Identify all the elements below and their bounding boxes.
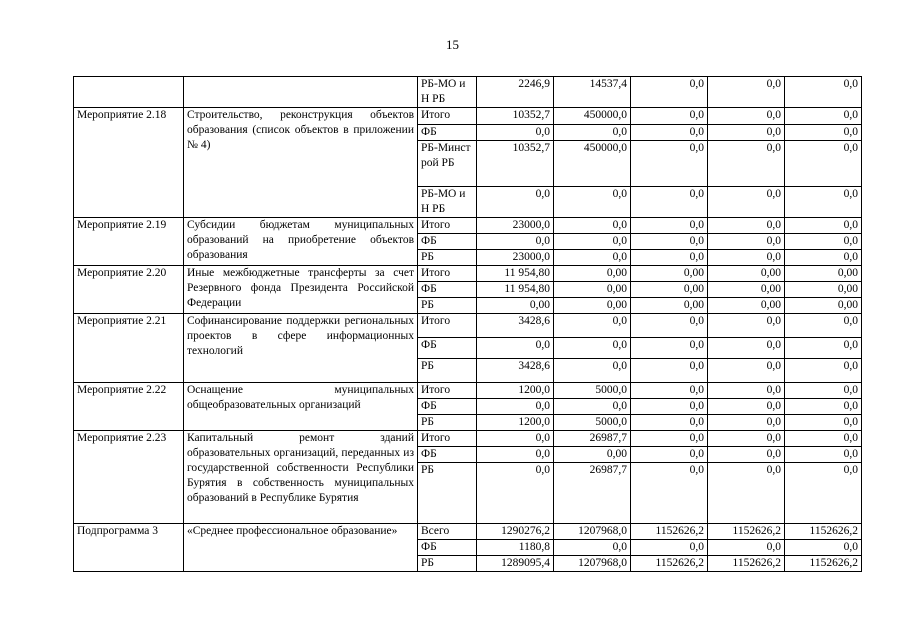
amount-cell: 1207968,0 <box>554 556 631 572</box>
amount-cell: 0,0 <box>631 77 708 108</box>
amount-cell: 0,00 <box>785 282 862 298</box>
amount-cell: 0,0 <box>631 415 708 431</box>
amount-cell: 1200,0 <box>477 415 554 431</box>
amount-cell: 0,0 <box>631 431 708 447</box>
amount-cell: 0,0 <box>477 234 554 250</box>
amount-cell: 0,0 <box>708 359 785 383</box>
amount-cell: 0,0 <box>631 141 708 187</box>
amount-cell: 0,0 <box>785 415 862 431</box>
amount-cell: 1152626,2 <box>631 556 708 572</box>
amount-cell: 3428,6 <box>477 314 554 338</box>
funding-source-cell: РБ <box>418 298 477 314</box>
amount-cell: 26987,7 <box>554 463 631 524</box>
funding-source-cell: РБ <box>418 463 477 524</box>
funding-source-cell: Итого <box>418 383 477 399</box>
amount-cell: 1152626,2 <box>785 524 862 540</box>
amount-cell: 0,0 <box>708 399 785 415</box>
funding-source-cell: Итого <box>418 314 477 338</box>
amount-cell: 0,00 <box>554 447 631 463</box>
amount-cell: 0,0 <box>708 415 785 431</box>
amount-cell: 450000,0 <box>554 141 631 187</box>
amount-cell: 0,00 <box>785 266 862 282</box>
amount-cell: 0,0 <box>477 447 554 463</box>
amount-cell: 1152626,2 <box>708 556 785 572</box>
amount-cell: 0,0 <box>554 399 631 415</box>
amount-cell: 0,0 <box>785 141 862 187</box>
table-row <box>74 524 862 540</box>
amount-cell: 0,0 <box>785 447 862 463</box>
table-row <box>74 218 862 234</box>
amount-cell: 0,0 <box>785 314 862 338</box>
amount-cell: 0,00 <box>631 282 708 298</box>
table-row <box>74 383 862 399</box>
amount-cell: 2246,9 <box>477 77 554 108</box>
amount-cell: 0,0 <box>631 540 708 556</box>
measure-name-cell: Мероприятие 2.23 <box>74 431 184 524</box>
amount-cell: 0,0 <box>708 218 785 234</box>
measure-description-cell: Софинансирование поддержки региональных проектов в сфере информационных технологий <box>184 314 418 383</box>
amount-cell: 450000,0 <box>554 108 631 125</box>
amount-cell: 23000,0 <box>477 218 554 234</box>
amount-cell: 0,0 <box>708 338 785 359</box>
page-number: 15 <box>446 37 459 52</box>
amount-cell: 0,00 <box>554 298 631 314</box>
amount-cell: 10352,7 <box>477 141 554 187</box>
amount-cell: 3428,6 <box>477 359 554 383</box>
measure-description-cell: Иные межбюджетные трансферты за счет Резервного фонда Президента Российской Федерации <box>184 266 418 314</box>
amount-cell: 0,0 <box>785 359 862 383</box>
funding-source-cell: Всего <box>418 524 477 540</box>
table-row <box>74 431 862 447</box>
amount-cell: 0,0 <box>554 338 631 359</box>
amount-cell: 0,0 <box>631 125 708 141</box>
amount-cell: 0,0 <box>631 399 708 415</box>
amount-cell: 0,0 <box>554 250 631 266</box>
amount-cell: 0,0 <box>708 234 785 250</box>
funding-source-cell: ФБ <box>418 447 477 463</box>
amount-cell: 0,0 <box>631 338 708 359</box>
amount-cell: 0,0 <box>631 187 708 218</box>
amount-cell: 0,0 <box>477 187 554 218</box>
measure-description-cell: «Среднее профессиональное образование» <box>184 524 418 572</box>
amount-cell: 0,00 <box>708 282 785 298</box>
amount-cell: 0,0 <box>554 540 631 556</box>
amount-cell: 0,0 <box>708 431 785 447</box>
amount-cell: 0,0 <box>631 383 708 399</box>
amount-cell: 0,00 <box>785 298 862 314</box>
amount-cell: 0,0 <box>785 399 862 415</box>
amount-cell: 0,0 <box>631 108 708 125</box>
funding-source-cell: ФБ <box>418 540 477 556</box>
amount-cell: 0,00 <box>708 298 785 314</box>
amount-cell: 0,0 <box>554 125 631 141</box>
amount-cell: 0,0 <box>554 314 631 338</box>
amount-cell: 1200,0 <box>477 383 554 399</box>
amount-cell: 0,0 <box>785 108 862 125</box>
amount-cell: 0,0 <box>708 108 785 125</box>
amount-cell: 0,00 <box>554 282 631 298</box>
amount-cell: 0,0 <box>631 463 708 524</box>
amount-cell: 0,0 <box>708 187 785 218</box>
amount-cell: 0,0 <box>785 250 862 266</box>
amount-cell: 0,0 <box>631 359 708 383</box>
budget-table <box>73 76 862 572</box>
measure-description-cell: Строительство, реконструкция объектов образования (список объектов в приложении № 4) <box>184 108 418 218</box>
amount-cell: 14537,4 <box>554 77 631 108</box>
table-row <box>74 266 862 282</box>
table-row <box>74 108 862 125</box>
amount-cell: 1152626,2 <box>785 556 862 572</box>
amount-cell: 5000,0 <box>554 415 631 431</box>
amount-cell: 1290276,2 <box>477 524 554 540</box>
amount-cell: 5000,0 <box>554 383 631 399</box>
funding-source-cell: Итого <box>418 266 477 282</box>
amount-cell: 0,0 <box>785 463 862 524</box>
amount-cell: 1207968,0 <box>554 524 631 540</box>
measure-description-cell <box>184 77 418 108</box>
amount-cell: 0,0 <box>631 218 708 234</box>
amount-cell: 0,0 <box>631 314 708 338</box>
funding-source-cell: ФБ <box>418 399 477 415</box>
funding-source-cell: РБ-МО и Н РБ <box>418 77 477 108</box>
amount-cell: 0,0 <box>554 218 631 234</box>
amount-cell: 0,0 <box>708 463 785 524</box>
amount-cell: 0,0 <box>785 77 862 108</box>
funding-source-cell: РБ <box>418 250 477 266</box>
amount-cell: 0,0 <box>631 447 708 463</box>
amount-cell: 1180,8 <box>477 540 554 556</box>
funding-source-cell: ФБ <box>418 338 477 359</box>
amount-cell: 0,0 <box>477 125 554 141</box>
amount-cell: 0,00 <box>631 298 708 314</box>
amount-cell: 0,0 <box>554 187 631 218</box>
funding-source-cell: РБ-МО и Н РБ <box>418 187 477 218</box>
table-row <box>74 314 862 338</box>
amount-cell: 0,0 <box>554 359 631 383</box>
amount-cell: 0,0 <box>785 218 862 234</box>
amount-cell: 0,0 <box>708 447 785 463</box>
amount-cell: 0,00 <box>477 298 554 314</box>
measure-name-cell: Мероприятие 2.20 <box>74 266 184 314</box>
measure-name-cell: Мероприятие 2.21 <box>74 314 184 383</box>
measure-name-cell <box>74 77 184 108</box>
amount-cell: 0,0 <box>708 540 785 556</box>
amount-cell: 11 954,80 <box>477 266 554 282</box>
measure-name-cell: Мероприятие 2.18 <box>74 108 184 218</box>
amount-cell: 0,0 <box>785 338 862 359</box>
amount-cell: 23000,0 <box>477 250 554 266</box>
amount-cell: 0,0 <box>785 125 862 141</box>
amount-cell: 11 954,80 <box>477 282 554 298</box>
amount-cell: 0,0 <box>785 431 862 447</box>
amount-cell: 0,0 <box>708 250 785 266</box>
amount-cell: 0,0 <box>477 463 554 524</box>
measure-name-cell: Мероприятие 2.19 <box>74 218 184 266</box>
amount-cell: 0,0 <box>785 234 862 250</box>
measure-name-cell: Мероприятие 2.22 <box>74 383 184 431</box>
amount-cell: 0,0 <box>708 314 785 338</box>
measure-description-cell: Капитальный ремонт зданий образовательных организаций, переданных из государственной собственности Республики Бурятия в собственность муниципальных образований в Республике Бурятия <box>184 431 418 524</box>
amount-cell: 0,0 <box>708 125 785 141</box>
amount-cell: 1289095,4 <box>477 556 554 572</box>
funding-source-cell: Итого <box>418 431 477 447</box>
amount-cell: 10352,7 <box>477 108 554 125</box>
funding-source-cell: РБ <box>418 415 477 431</box>
funding-source-cell: РБ <box>418 556 477 572</box>
measure-name-cell: Подпрограмма 3 <box>74 524 184 572</box>
funding-source-cell: РБ-Минстрой РБ <box>418 141 477 187</box>
amount-cell: 0,0 <box>477 431 554 447</box>
amount-cell: 1152626,2 <box>708 524 785 540</box>
amount-cell: 0,0 <box>554 234 631 250</box>
funding-source-cell: Итого <box>418 218 477 234</box>
amount-cell: 0,0 <box>785 540 862 556</box>
amount-cell: 26987,7 <box>554 431 631 447</box>
funding-source-cell: ФБ <box>418 282 477 298</box>
amount-cell: 0,0 <box>477 338 554 359</box>
amount-cell: 0,0 <box>708 141 785 187</box>
table-row <box>74 77 862 108</box>
measure-description-cell: Субсидии бюджетам муниципальных образований на приобретение объектов образования <box>184 218 418 266</box>
amount-cell: 0,0 <box>708 77 785 108</box>
amount-cell: 0,0 <box>785 383 862 399</box>
amount-cell: 0,00 <box>554 266 631 282</box>
amount-cell: 0,0 <box>785 187 862 218</box>
amount-cell: 0,00 <box>708 266 785 282</box>
funding-source-cell: РБ <box>418 359 477 383</box>
amount-cell: 1152626,2 <box>631 524 708 540</box>
amount-cell: 0,0 <box>477 399 554 415</box>
amount-cell: 0,0 <box>631 234 708 250</box>
amount-cell: 0,0 <box>708 383 785 399</box>
funding-source-cell: ФБ <box>418 234 477 250</box>
funding-source-cell: Итого <box>418 108 477 125</box>
measure-description-cell: Оснащение муниципальных общеобразовательных организаций <box>184 383 418 431</box>
funding-source-cell: ФБ <box>418 125 477 141</box>
amount-cell: 0,0 <box>631 250 708 266</box>
amount-cell: 0,00 <box>631 266 708 282</box>
